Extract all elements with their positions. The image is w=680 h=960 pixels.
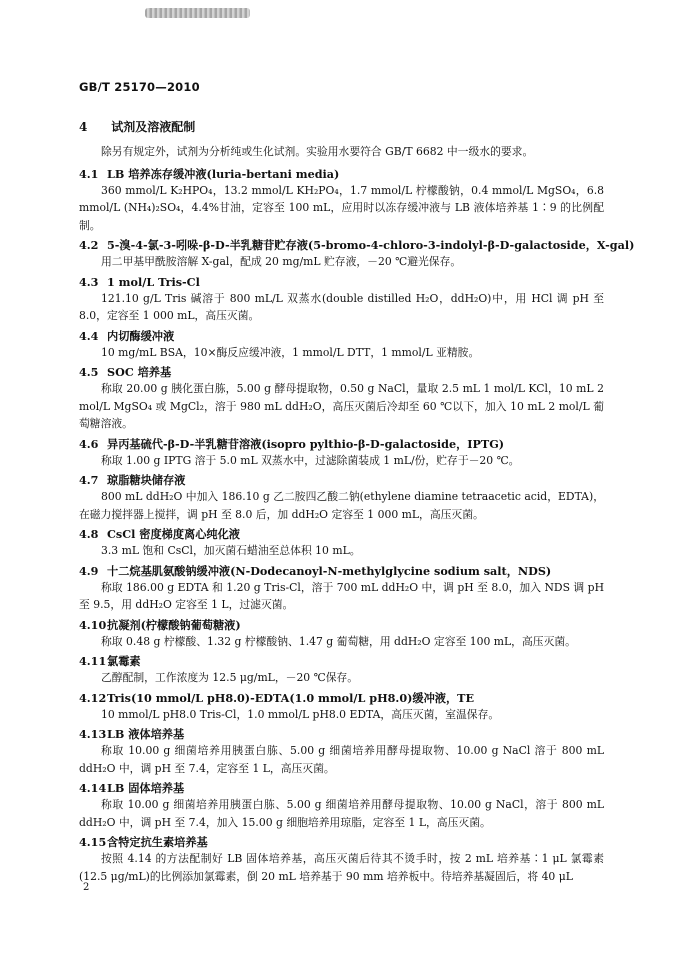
subsection-number: 4.8 — [79, 527, 99, 541]
subsection-number: 4.11 — [79, 654, 107, 668]
subsection-text: 3.3 mL 饱和 CsCl，加灭菌石蜡油至总体积 10 mL。 — [101, 544, 361, 557]
subsection-number: 4.4 — [79, 328, 99, 343]
subsection-heading — [79, 328, 604, 344]
subsection-number: 4.12 — [79, 690, 107, 705]
section-number: 4 — [79, 120, 88, 134]
subsection-text: 称取 186.00 g EDTA 和 1.20 g Tris-Cl，溶于 700 mL ddH₂O 中，调 pH 至 8.0，加入 NDS 调 pH 至 9.5，用 ddH₂O 定容至 1 L，过滤灭菌。 — [79, 580, 604, 611]
subsection-text: 800 mL ddH₂O 中加入 186.10 g 乙二胺四乙酸二钠(ethylene diamine tetraacetic acid，EDTA)，在磁力搅拌器上搅拌，调 pH 至 8.0 后，加 ddH₂O 定容至 1 000 mL，高压灭菌。 — [79, 490, 604, 521]
section-heading — [79, 118, 604, 137]
subsection-number: 4.1 — [79, 166, 99, 181]
subsection-title: LB 固体培养基 — [107, 781, 185, 795]
subsection-text: 10 mmol/L pH8.0 Tris-Cl，1.0 mmol/L pH8.0 EDTA，高压灭菌，室温保存。 — [101, 707, 500, 721]
subsection-number: 4.9 — [79, 563, 99, 578]
subsection-title: 内切酶缓冲液 — [107, 328, 175, 343]
subsection-list — [79, 166, 635, 886]
subsection-heading — [79, 834, 604, 850]
subsection-title: CsCl 密度梯度离心纯化液 — [107, 527, 240, 541]
subsection-number: 4.15 — [79, 835, 107, 849]
subsection-text: 称取 0.48 g 柠檬酸、1.32 g 柠檬酸钠、1.47 g 葡萄糖，用 ddH₂O 定容至 100 mL，高压灭菌。 — [101, 634, 576, 648]
subsection-title: SOC 培养基 — [107, 365, 172, 379]
subsection-title: 1 mol/L Tris-Cl — [107, 274, 200, 289]
subsection-title: 抗凝剂(柠檬酸钠葡萄糖液) — [107, 617, 241, 632]
subsection-title: LB 培养冻存缓冲液(luria-bertani media) — [107, 166, 340, 181]
subsection-heading — [79, 166, 604, 182]
subsection-heading — [79, 436, 604, 452]
subsection-title: 含特定抗生素培养基 — [107, 835, 208, 849]
subsection-number: 4.2 — [79, 238, 99, 252]
subsection-heading — [79, 653, 604, 669]
subsection-text: 10 mg/mL BSA，10×酶反应缓冲液，1 mmol/L DTT，1 mmol/L 亚精胺。 — [101, 345, 480, 359]
subsection-title: Tris(10 mmol/L pH8.0)-EDTA(1.0 mmol/L pH8.0)缓冲液，TE — [107, 690, 474, 705]
page-number: 2 — [83, 882, 90, 893]
section-title: 试剂及溶液配制 — [111, 120, 196, 134]
subsection-heading — [79, 237, 635, 253]
subsection-title: LB 液体培养基 — [107, 727, 185, 741]
standard-code: GB/T 25170—2010 — [79, 80, 200, 94]
subsection-heading — [79, 780, 604, 796]
subsection-number: 4.3 — [79, 274, 99, 289]
document-body — [79, 118, 635, 888]
subsection-heading — [79, 563, 604, 579]
subsection-text: 称取 1.00 g IPTG 溶于 5.0 mL 双蒸水中，过滤除菌装成 1 mL/份，贮存于－20 ℃。 — [101, 453, 520, 467]
subsection-number: 4.10 — [79, 617, 107, 632]
subsection-heading — [79, 617, 604, 633]
subsection-heading — [79, 274, 604, 290]
subsection-text: 乙醇配制，工作浓度为 12.5 μg/mL，－20 ℃保存。 — [101, 671, 359, 684]
subsection-heading — [79, 726, 604, 742]
subsection-heading — [79, 364, 604, 380]
subsection-title: 琼脂糖块储存液 — [107, 473, 186, 487]
subsection-text: 用二甲基甲酰胺溶解 X-gal，配成 20 mg/mL 贮存液，－20 ℃避光保存。 — [101, 255, 462, 268]
subsection-text: 360 mmol/L K₂HPO₄，13.2 mmol/L KH₂PO₄，1.7 mmol/L 柠檬酸钠，0.4 mmol/L MgSO₄，6.8 mmol/L (NH₄)₂SO₄，4.4%甘油，定容至 100 mL，应用时以冻存缓冲液与 LB 液体培养基 1∶9 的比例配制。 — [79, 183, 604, 232]
subsection-number: 4.14 — [79, 781, 107, 795]
subsection-title: 十二烷基肌氨酸钠缓冲液(N-Dodecanoyl-N-methylglycine sodium salt，NDS) — [107, 563, 552, 578]
subsection-number: 4.6 — [79, 436, 99, 451]
subsection-heading — [79, 472, 604, 488]
subsection-title: 5-溴-4-氯-3-吲哚-β-D-半乳糖苷贮存液(5-bromo-4-chloro-3-indolyl-β-D-galactoside，X-gal) — [107, 238, 635, 252]
subsection-title: 异丙基硫代-β-D-半乳糖苷溶液(isopro pylthio-β-D-galactoside，IPTG) — [107, 436, 505, 451]
subsection-heading — [79, 526, 604, 542]
subsection-text: 称取 10.00 g 细菌培养用胰蛋白胨、5.00 g 细菌培养用酵母提取物、10.00 g NaCl 溶于 800 mL ddH₂O 中，调 pH 至 7.4，定容至 1 L，高压灭菌。 — [79, 744, 604, 775]
subsection-title: 氯霉素 — [107, 654, 141, 668]
subsection-text: 121.10 g/L Tris 碱溶于 800 mL/L 双蒸水(double distilled H₂O，ddH₂O)中，用 HCl 调 pH 至 8.0，定容至 1 000 mL，高压灭菌。 — [79, 291, 604, 322]
subsection-text: 称取 20.00 g 胰化蛋白胨，5.00 g 酵母提取物，0.50 g NaCl，量取 2.5 mL 1 mol/L KCl，10 mL 2 mol/L MgSO₄ 或 MgCl₂，溶于 980 mL ddH₂O，高压灭菌后冷却至 60 ℃以下，加入 10 mL 2 mol/L 葡萄糖溶液。 — [79, 382, 604, 430]
subsection-heading — [79, 690, 604, 706]
subsection-text: 按照 4.14 的方法配制好 LB 固体培养基，高压灭菌后待其不烫手时，按 2 mL 培养基∶1 μL 氯霉素(12.5 μg/mL)的比例添加氯霉素，倒 20 mL 培养基于 90 mm 培养板中。待培养基凝固后，将 40 μL — [79, 852, 604, 883]
subsection-number: 4.7 — [79, 473, 99, 487]
scan-artifact — [145, 8, 250, 18]
section-intro: 除另有规定外，试剂为分析纯或生化试剂。实验用水要符合 GB/T 6682 中一级水的要求。 — [101, 145, 534, 158]
subsection-number: 4.13 — [79, 727, 107, 741]
subsection-text: 称取 10.00 g 细菌培养用胰蛋白胨、5.00 g 细菌培养用酵母提取物、10.00 g NaCl，溶于 800 mL ddH₂O 中，调 pH 至 7.4，加入 15.00 g 细胞培养用琼脂，定容至 1 L，高压灭菌。 — [79, 798, 604, 829]
subsection-number: 4.5 — [79, 365, 99, 379]
